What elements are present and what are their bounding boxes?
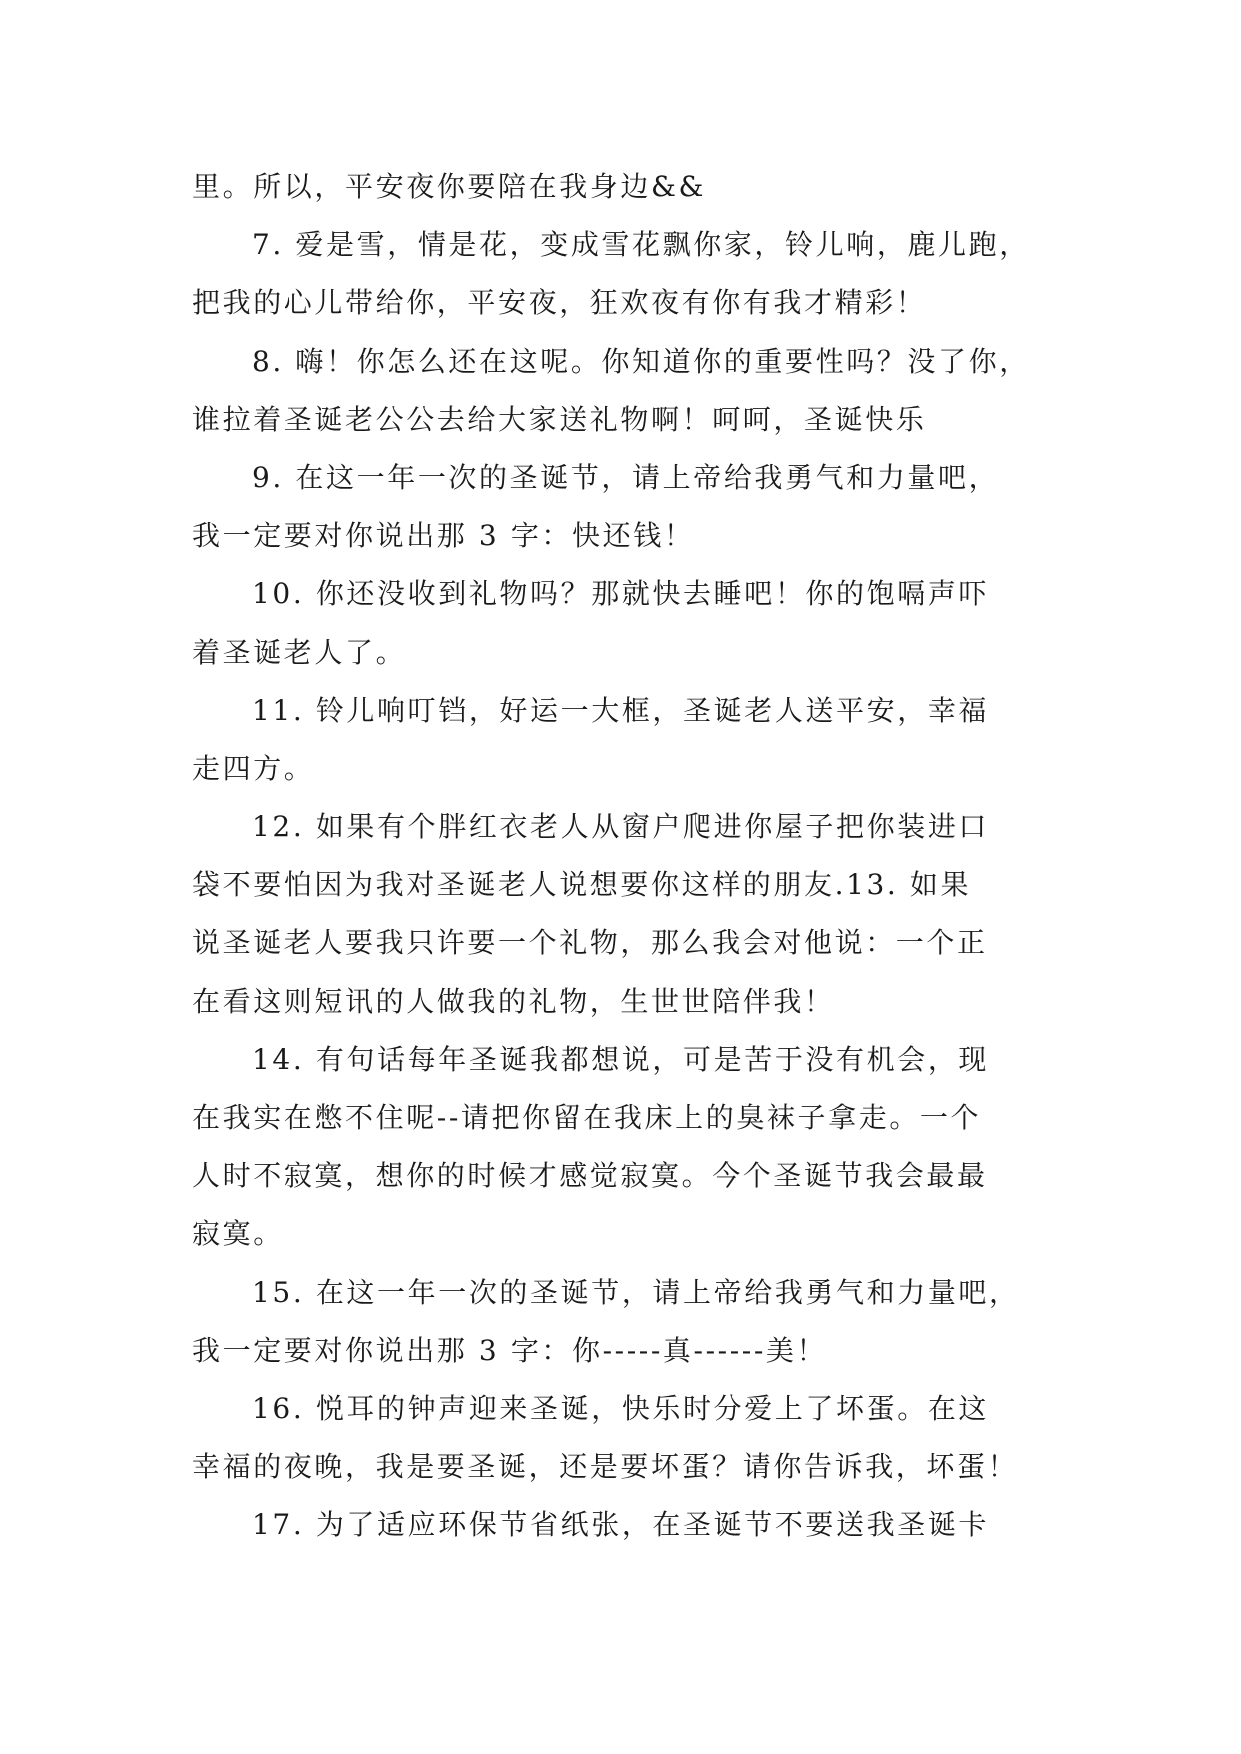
text-line: 袋不要怕因为我对圣诞老人说想要你这样的朋友.13. 如果 xyxy=(192,868,972,902)
text-line: 8. 嗨！你怎么还在这呢。你知道你的重要性吗？没了你， xyxy=(252,344,1030,378)
text-line: 我一定要对你说出那 3 字：你-----真------美！ xyxy=(192,1333,828,1367)
text-line: 人时不寂寞，想你的时候才感觉寂寞。今个圣诞节我会最最 xyxy=(192,1159,988,1193)
text-line: 在我实在憋不住呢--请把你留在我床上的臭袜子拿走。一个 xyxy=(192,1101,982,1134)
text-line: 11. 铃儿响叮铛，好运一大框，圣诞老人送平安，幸福 xyxy=(252,693,990,727)
text-line: 谁拉着圣诞老公公去给大家送礼物啊！呵呵，圣诞快乐 xyxy=(192,402,927,436)
text-line: 走四方。 xyxy=(192,751,315,785)
document-body xyxy=(192,158,1052,1555)
text-line: 里。所以，平安夜你要陪在我身边&& xyxy=(192,170,707,203)
text-line: 7. 爱是雪，情是花，变成雪花飘你家，铃儿响，鹿儿跑， xyxy=(252,228,1030,262)
text-line: 10. 你还没收到礼物吗？那就快去睡吧！你的饱嗝声吓 xyxy=(252,577,990,611)
text-line: 幸福的夜晚，我是要圣诞，还是要坏蛋？请你告诉我，坏蛋！ xyxy=(192,1450,1019,1484)
text-line: 12. 如果有个胖红衣老人从窗户爬进你屋子把你装进口 xyxy=(252,810,990,844)
text-line: 寂寞。 xyxy=(192,1217,284,1251)
text-line: 17. 为了适应环保节省纸张，在圣诞节不要送我圣诞卡 xyxy=(252,1508,990,1542)
text-line: 把我的心儿带给你，平安夜，狂欢夜有你有我才精彩！ xyxy=(192,286,927,320)
text-line: 16. 悦耳的钟声迎来圣诞，快乐时分爱上了坏蛋。在这 xyxy=(252,1391,990,1425)
text-line: 14. 有句话每年圣诞我都想说，可是苦于没有机会，现 xyxy=(252,1042,990,1076)
text-line: 说圣诞老人要我只许要一个礼物，那么我会对他说：一个正 xyxy=(192,926,988,960)
text-line: 15. 在这一年一次的圣诞节，请上帝给我勇气和力量吧， xyxy=(252,1275,1020,1309)
text-line: 9. 在这一年一次的圣诞节，请上帝给我勇气和力量吧， xyxy=(252,460,1000,494)
text-line: 着圣诞老人了。 xyxy=(192,635,407,669)
text-line: 在看这则短讯的人做我的礼物，生世世陪伴我！ xyxy=(192,984,835,1018)
text-line: 我一定要对你说出那 3 字：快还钱！ xyxy=(192,519,695,553)
